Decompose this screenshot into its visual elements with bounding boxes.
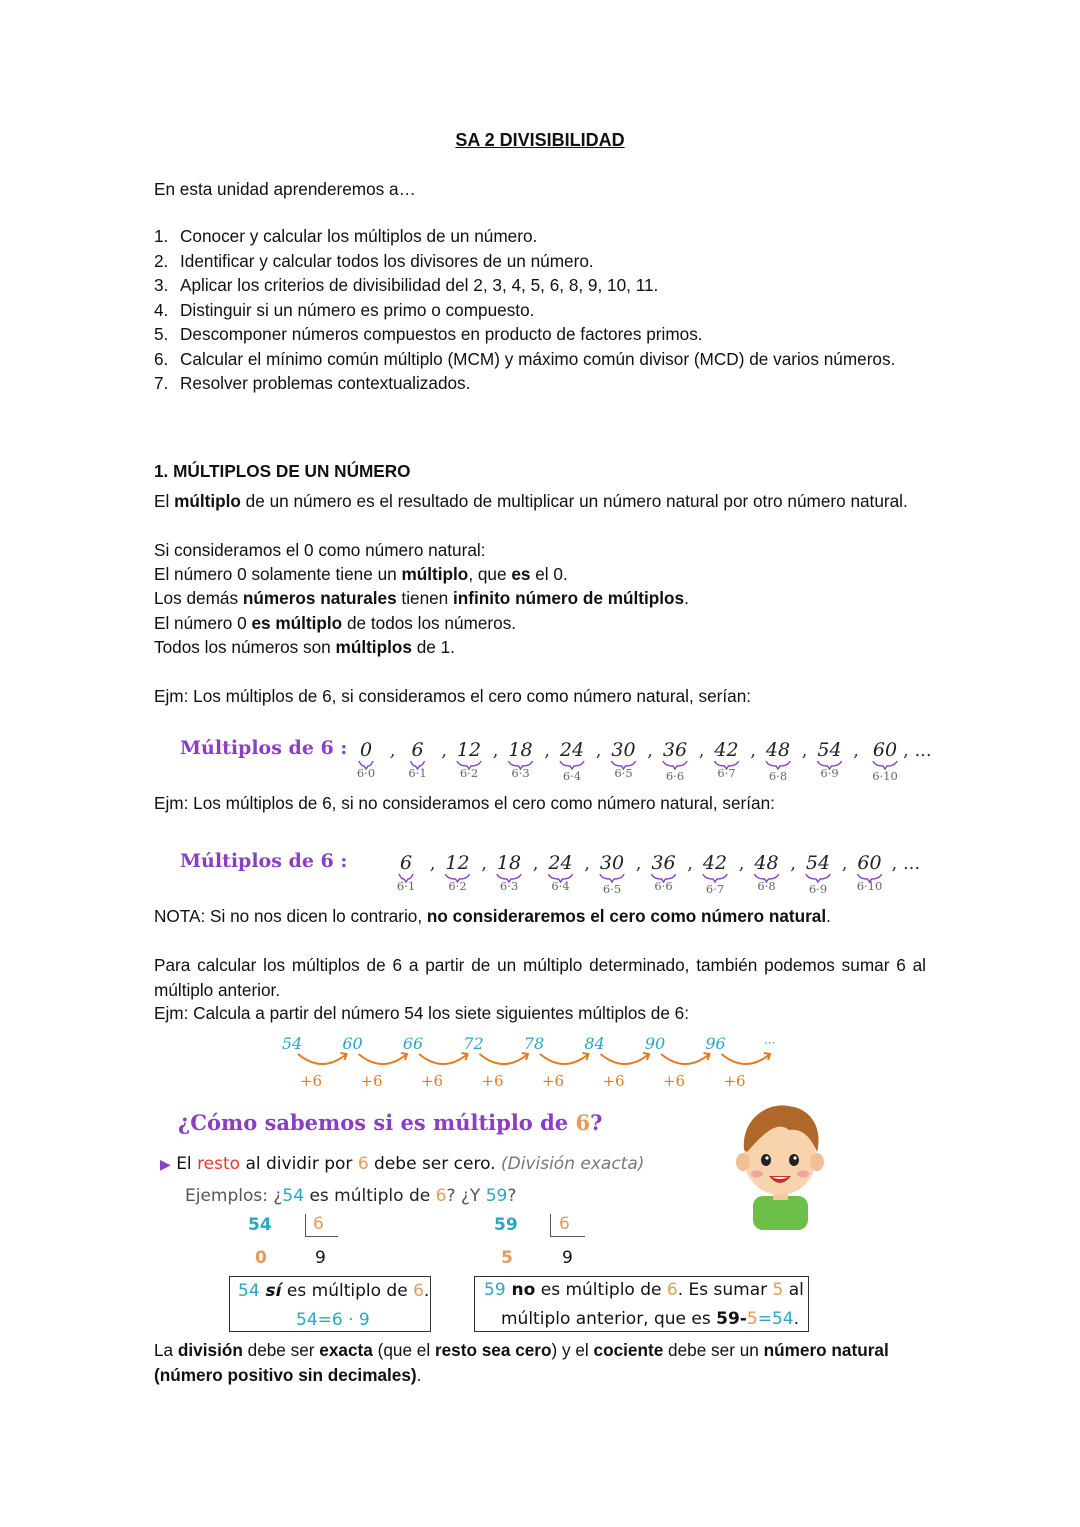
multiple-product: 6·5 <box>602 882 622 896</box>
objective-item <box>154 249 929 274</box>
comma-separator: , <box>492 740 499 761</box>
step-label: +6 <box>299 1072 323 1090</box>
comma-separator: , <box>790 853 796 874</box>
multiples-row-without-zero <box>0 843 1080 903</box>
multiple-value: 60 <box>872 739 898 761</box>
multiple-product: 6·7 <box>717 766 736 780</box>
objective-text: Descomponer números compuestos en producto de factores primos. <box>180 324 703 344</box>
step-label: +6 <box>481 1072 504 1090</box>
division-example-54: 54 <box>248 1215 272 1235</box>
multiple-value: 0 <box>359 739 373 761</box>
conclusion-paragraph: La división debe ser exacta (que el resto sea cero) y el cociente debe ser un número natural (número positivo sin decimales). <box>154 1340 889 1385</box>
comma-separator: , <box>544 740 550 761</box>
multiples-row-with-zero <box>0 730 1080 790</box>
sequence-value: 54 <box>281 1034 303 1053</box>
step-label: +6 <box>541 1072 565 1090</box>
text-line: Si consideramos el 0 como número natural: <box>154 540 486 560</box>
multiples-label: Múltiplos de 6 : <box>180 737 348 759</box>
objective-number: 1. <box>154 226 169 246</box>
arc-arrow <box>480 1054 529 1064</box>
sequence-value: 72 <box>463 1034 484 1053</box>
underbrace <box>560 761 584 769</box>
multiple-product: 6·9 <box>808 882 828 896</box>
multiple-product: 6·3 <box>499 879 519 893</box>
multiple-product: 6·9 <box>820 766 839 780</box>
underbrace <box>663 761 687 769</box>
comma-separator: , <box>841 853 848 874</box>
multiple-product: 6·10 <box>872 769 898 783</box>
comma-separator: , <box>441 740 447 761</box>
objective-text: Identificar y calcular todos los divisores de un número. <box>180 250 594 271</box>
multiple-product: 6·5 <box>614 766 633 780</box>
multiple-product: 6·8 <box>768 769 788 783</box>
multiple-value: 12 <box>456 739 482 761</box>
multiple-product: 6·6 <box>665 769 685 783</box>
note-text: NOTA: Si no nos dicen lo contrario, no consideraremos el cero como número natural. <box>154 906 831 926</box>
step-label: +6 <box>723 1072 746 1090</box>
objective-text: Calcular el mínimo común múltiplo (MCM) y máximo común divisor (MCD) de varios números. <box>180 348 896 369</box>
multiple-value: 24 <box>559 739 585 761</box>
arc-arrow <box>298 1054 347 1064</box>
example-text: Ejm: Calcula a partir del número 54 los siete siguientes múltiplos de 6: <box>154 1003 689 1023</box>
underbrace <box>703 874 727 882</box>
text-line: El número 0 solamente tiene un múltiplo, que es el 0. <box>154 564 568 584</box>
multiple-product: 6·3 <box>511 766 530 780</box>
multiple-value: 48 <box>754 852 779 874</box>
example-text: Ejm: Los múltiplos de 6, si consideramos el cero como número natural, serían: <box>154 686 752 706</box>
multiple-product: 6·10 <box>856 879 883 893</box>
intro-text: En esta unidad aprenderemos a… <box>154 179 416 199</box>
text-line: Los demás números naturales tienen infinito número de múltiplos. <box>154 588 689 608</box>
multiple-value: 30 <box>599 852 625 874</box>
step-label: +6 <box>360 1072 383 1090</box>
comma-separator: , <box>389 740 396 761</box>
division-bracket: 6 <box>550 1214 585 1237</box>
comma-separator: , <box>532 853 539 874</box>
step-label: +6 <box>420 1072 444 1090</box>
definition-paragraph: El múltiplo de un número es el resultado de multiplicar un número natural por otro número natural. <box>154 491 908 511</box>
multiple-value: 36 <box>662 739 688 761</box>
objective-item <box>154 371 929 396</box>
multiple-value: 60 <box>857 852 882 874</box>
section-heading: 1. MÚLTIPLOS DE UN NÚMERO <box>154 461 411 481</box>
comma-separator: , <box>853 740 859 761</box>
multiple-value: 30 <box>611 739 636 761</box>
multiples-label: Múltiplos de 6 : <box>180 850 348 872</box>
comma-separator: , <box>698 740 705 761</box>
arc-arrow <box>359 1054 408 1064</box>
multiple-value: 6 <box>399 852 413 874</box>
multiple-product: 6·7 <box>705 882 725 896</box>
multiple-product: 6·4 <box>562 769 582 783</box>
sequence-value: 96 <box>705 1034 726 1053</box>
sequence-ellipsis: ··· <box>764 1036 776 1050</box>
multiple-product: 6·2 <box>448 879 467 893</box>
multiple-product: 6·2 <box>459 766 479 780</box>
ellipsis: , ... <box>903 740 932 761</box>
comma-separator: , <box>481 853 487 874</box>
multiple-value: 48 <box>765 739 791 761</box>
objective-number: 7. <box>154 373 169 393</box>
remainder: 5 <box>501 1248 513 1268</box>
division-example-59: 59 <box>494 1215 518 1235</box>
comma-separator: , <box>595 740 602 761</box>
comma-separator: , <box>635 853 642 874</box>
multiple-value: 6 <box>411 739 424 761</box>
sum-paragraph: Para calcular los múltiplos de 6 a partir de un múltiplo determinado, también podemos sumar 6 al múltiplo anterior. <box>154 955 926 1000</box>
example-text: Ejm: Los múltiplos de 6, si no consideramos el cero como número natural, serían: <box>154 793 775 813</box>
objectives-list <box>154 224 929 396</box>
multiple-value: 24 <box>548 852 573 874</box>
step-label: +6 <box>602 1072 625 1090</box>
quotient: 9 <box>315 1248 326 1268</box>
sequence-value: 66 <box>402 1034 424 1053</box>
objective-number: 3. <box>154 275 169 295</box>
multiple-value: 18 <box>496 852 522 874</box>
division-bracket: 6 <box>305 1214 338 1237</box>
comma-separator: , <box>801 740 808 761</box>
multiple-product: 6·1 <box>396 879 416 893</box>
ellipsis: , ... <box>891 853 921 874</box>
objective-text: Resolver problemas contextualizados. <box>180 373 471 393</box>
objective-item <box>154 224 929 249</box>
multiple-value: 54 <box>817 739 842 761</box>
underbrace <box>766 761 790 769</box>
multiple-value: 36 <box>651 852 676 874</box>
objective-number: 6. <box>154 348 169 369</box>
multiple-value: 54 <box>805 852 831 874</box>
comma-separator: , <box>738 853 745 874</box>
examples-line: Ejemplos: ¿54 es múltiplo de 6? ¿Y 59? <box>185 1186 517 1206</box>
arc-arrow <box>419 1054 468 1064</box>
multiple-value: 42 <box>714 739 739 761</box>
multiple-product: 6·0 <box>356 766 376 780</box>
text-line: Todos los números son múltiplos de 1. <box>154 637 455 657</box>
comma-separator: , <box>647 740 653 761</box>
multiple-product: 6·1 <box>408 766 427 780</box>
triangle-bullet-icon: ▶ <box>160 1157 171 1173</box>
multiple-product: 6·8 <box>757 879 776 893</box>
objective-text: Conocer y calcular los múltiplos de un número. <box>180 226 538 246</box>
boy-illustration <box>733 1100 828 1230</box>
objective-item <box>154 322 929 347</box>
arc-arrow <box>601 1054 650 1064</box>
rule-line: ▶ El resto al dividir por 6 debe ser cero. (División exacta) <box>160 1154 645 1174</box>
objective-number: 2. <box>154 250 169 271</box>
objective-text: Aplicar los criterios de divisibilidad del 2, 3, 4, 5, 6, 8, 9, 10, 11. <box>180 275 659 295</box>
question-title: ¿Cómo sabemos si es múltiplo de 6? <box>178 1110 603 1135</box>
objective-text: Distinguir si un número es primo o compuesto. <box>180 299 535 320</box>
result-box-54: 54 sí es múltiplo de 6. 54=6 · 9 <box>229 1276 431 1332</box>
page-title: SA 2 DIVISIBILIDAD <box>455 130 625 150</box>
arc-arrow <box>540 1054 589 1064</box>
sequence-value: 60 <box>342 1034 363 1053</box>
underbrace <box>806 874 830 882</box>
result-box-59: 59 no es múltiplo de 6. Es sumar 5 al múltiplo anterior, que es 59-5=54. <box>474 1276 809 1332</box>
multiple-value: 42 <box>702 852 728 874</box>
comma-separator: , <box>584 853 590 874</box>
multiple-value: 12 <box>445 852 470 874</box>
step-label: +6 <box>662 1072 686 1090</box>
sequence-value: 84 <box>584 1034 605 1053</box>
arc-arrow <box>722 1054 771 1064</box>
objective-item <box>154 273 929 298</box>
objective-number: 4. <box>154 299 169 320</box>
multiple-product: 6·4 <box>551 879 570 893</box>
text-line: El número 0 es múltiplo de todos los números. <box>154 613 517 633</box>
comma-separator: , <box>750 740 756 761</box>
quotient: 9 <box>562 1248 573 1268</box>
sequence-value: 78 <box>523 1034 545 1053</box>
comma-separator: , <box>429 853 436 874</box>
comma-separator: , <box>687 853 693 874</box>
underbrace <box>600 874 624 882</box>
objective-number: 5. <box>154 324 169 344</box>
sum-sequence <box>0 1030 1080 1092</box>
multiple-product: 6·6 <box>654 879 673 893</box>
underbrace <box>873 761 897 769</box>
objective-item <box>154 298 929 323</box>
objective-item <box>154 347 929 372</box>
multiple-value: 18 <box>508 739 533 761</box>
sequence-value: 90 <box>644 1034 666 1053</box>
remainder: 0 <box>255 1248 267 1268</box>
arc-arrow <box>661 1054 710 1064</box>
